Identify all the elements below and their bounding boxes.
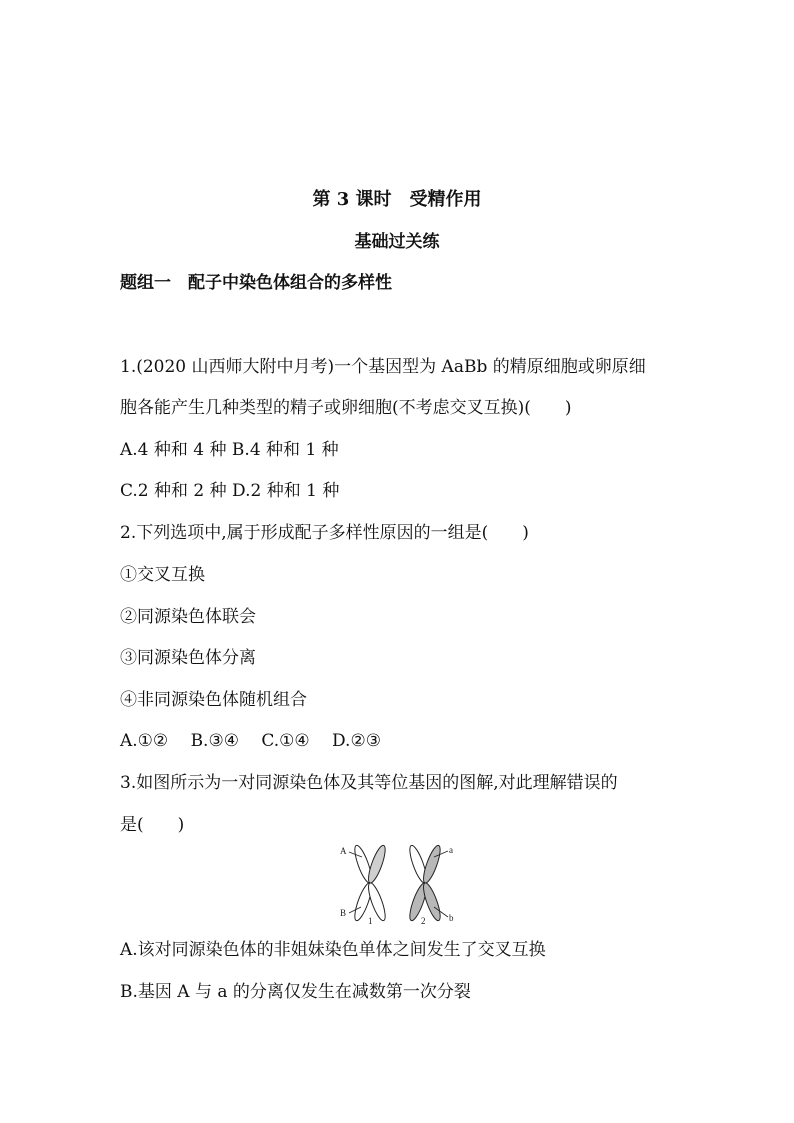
label-b: b [449, 913, 454, 923]
q3-stem-line1: 3.如图所示为一对同源染色体及其等位基因的图解,对此理解错误的 [120, 773, 618, 793]
label-B: B [340, 908, 347, 918]
q1-options-line2: C.2 种和 2 种 D.2 种和 1 种 [120, 481, 340, 501]
q2-item-3: ③同源染色体分离 [120, 648, 256, 668]
label-2: 2 [421, 916, 426, 925]
q2-item-2: ②同源染色体联会 [120, 607, 256, 627]
q2-item-4: ④非同源染色体随机组合 [120, 690, 307, 710]
q2-options: A.①② B.③④ C.①④ D.②③ [120, 731, 381, 751]
section-title: 基础过关练 [354, 232, 440, 252]
lesson-title: 第 3 课时 受精作用 [312, 189, 482, 210]
group-title: 题组一 配子中染色体组合的多样性 [120, 273, 392, 293]
q3-stem-line2: 是( ) [120, 815, 185, 835]
q2-item-1: ①交叉互换 [120, 565, 205, 585]
q3-option-a: A.该对同源染色体的非姐妹染色单体之间发生了交叉互换 [120, 940, 546, 960]
chromosome-figure [330, 843, 466, 925]
label-1: 1 [368, 916, 373, 925]
label-a: a [449, 845, 453, 855]
q2-stem: 2.下列选项中,属于形成配子多样性原因的一组是( ) [120, 523, 529, 543]
q1-stem-line2: 胞各能产生几种类型的精子或卵细胞(不考虑交叉互换)( ) [120, 398, 572, 418]
q1-options-line1: A.4 种和 4 种 B.4 种和 1 种 [120, 440, 339, 460]
q3-option-b: B.基因 A 与 a 的分离仅发生在减数第一次分裂 [120, 982, 471, 1002]
q1-stem-line1: 1.(2020 山西师大附中月考)一个基因型为 AaBb 的精原细胞或卵原细 [120, 357, 646, 377]
label-A: A [340, 846, 347, 856]
